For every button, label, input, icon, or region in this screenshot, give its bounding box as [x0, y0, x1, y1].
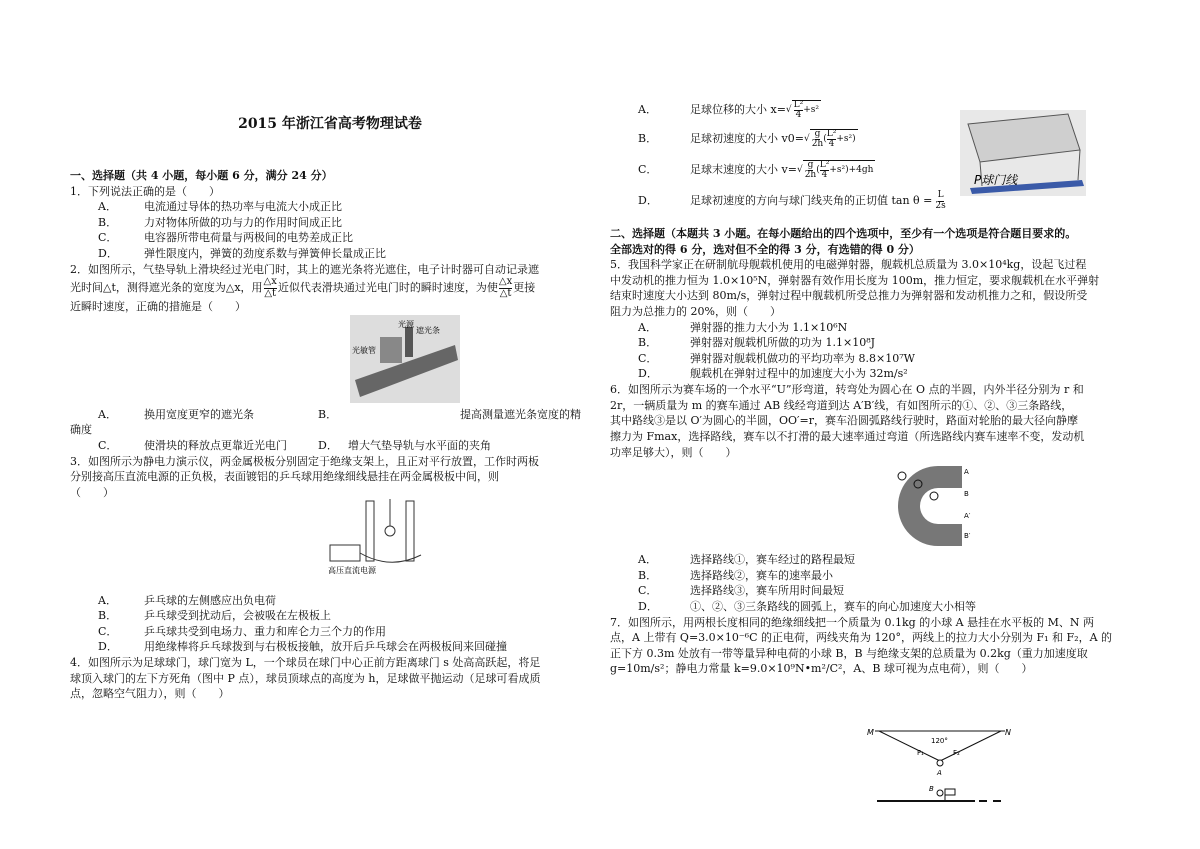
left-column: [70, 168, 590, 702]
q6-option-B: [610, 568, 1145, 584]
label-F2: F₂: [953, 749, 960, 757]
q2-figure: [70, 315, 590, 407]
label-hv-source: 高压直流电源: [328, 565, 376, 575]
option-key: C．: [638, 584, 658, 598]
q7-stem-line2: 点，A 上带有 Q=3.0×10⁻⁶C 的正电荷，两线夹角为 120°，两线上的拉力大小分别为 F₁ 和 F₂，A 的: [610, 631, 1113, 645]
formula-sqrt: √ L² 4 +s²: [785, 100, 820, 120]
label-M: M: [867, 728, 874, 737]
electrostatic-demo-figure: [326, 495, 436, 575]
q5-option-C: [610, 351, 1145, 367]
q4-stem-line2: 球顶入球门的左下方死角（图中 P 点），球员顶球点的高度为 h，足球做平抛运动（足球可看成质: [70, 671, 541, 685]
page-title: 2015 年浙江省高考物理试卷: [238, 116, 422, 132]
q6-option-C: [610, 583, 1145, 599]
option-key: A．: [98, 200, 117, 214]
option-key: C．: [98, 231, 118, 245]
q2-stem-line1: 2．如图所示，气垫导轨上滑块经过光电门时，其上的遮光条将光遮住，电子计时器可自动记录遮: [70, 262, 539, 276]
q4-option-C: C． 足球末速度的大小 v= √ g 2h ( L² 4 +s²)+4gh: [638, 160, 874, 180]
q2-options-row2: C． 使滑块的释放点更靠近光电门 D． 增大气垫导轨与水平面的夹角: [98, 439, 491, 453]
label-shading-strip: 遮光条: [416, 325, 440, 335]
u-track-figure: [882, 462, 972, 546]
q4-option-A: A． 足球位移的大小 x= √ L² 4 +s²: [638, 100, 820, 120]
q4-stem-line3: 点，忽略空气阻力），则（ ）: [70, 687, 230, 701]
svg-text:A′: A′: [964, 512, 971, 521]
q7-stem-line4: g=10m/s²；静电力常量 k=9.0×10⁹N•m²/C²，A、B 球可视为点电荷），则（ ）: [610, 662, 1033, 676]
option-key: D．: [98, 640, 118, 654]
formula-sqrt: √ g 2h ( L² 4 +s²)+4gh: [796, 160, 874, 180]
q1-option-D: [70, 246, 590, 262]
q3-options: [70, 593, 590, 655]
section-2-heading-line2: 全部选对的得 6 分，选对但不全的得 3 分，有选错的得 0 分）: [610, 242, 920, 256]
q6-option-D: [610, 599, 1145, 615]
fraction: △x △t: [263, 276, 277, 299]
formula-sqrt: √ g 2h ( L² 4 +s²): [803, 129, 856, 149]
fraction: △x △t: [498, 276, 513, 299]
q4-stem-line1: 4．如图所示为足球球门，球门宽为 L，一个球员在球门中心正前方距离球门 s 处高高跃起，将足: [70, 655, 541, 669]
label-photo-tube: 光敏管: [352, 345, 376, 355]
q6-stem-line1: 6．如图所示为赛车场的一个水平“U”形弯道，转弯处为圆心在 O 点的半圆，内外半径分别为 r 和: [610, 383, 1084, 397]
option-key: B．: [638, 568, 658, 582]
q1-option-B: [70, 215, 590, 231]
label-angle: 120°: [931, 737, 948, 745]
section-2-heading-line1: 二、选择题（本题共 3 小题。在每小题给出的四个选项中，至少有一个选项是符合题目要求的。: [610, 227, 1077, 240]
q2-options-row1: A． 换用宽度更窄的遮光条 B． 提高测量遮光条宽度的精: [98, 407, 581, 421]
q1-stem: 1．下列说法正确的是（ ）: [70, 184, 220, 198]
air-track-figure: [350, 315, 460, 403]
q5-options: [610, 320, 1145, 382]
q5-option-A: [610, 320, 1145, 336]
q7-stem-line1: 7．如图所示，用两根长度相同的绝缘细线把一个质量为 0.1kg 的小球 A 悬挂在水平板的 M、N 两: [610, 615, 1095, 629]
q3-option-B: [70, 608, 590, 624]
q7-stem: [610, 615, 1145, 677]
q5-stem-line4: 阻力为总推力的 20%，则（ ）: [610, 305, 781, 319]
option-key: C．: [98, 624, 118, 638]
option-text: 乒乓球共受到电场力、重力和库仑力三个力的作用: [144, 624, 386, 638]
option-text: 力对物体所做的功与力的作用时间成正比: [144, 215, 342, 229]
option-key: B．: [638, 336, 658, 350]
q6-stem-line4: 擦力为 Fmax，选择路线，赛车以不打滑的最大速率通过弯道（所选路线内赛车速率不变，发动机: [610, 429, 1085, 443]
label-light-source: 光源: [398, 319, 414, 329]
option-key: A．: [98, 593, 117, 607]
label-B: B: [929, 785, 934, 793]
option-key: B．: [98, 215, 118, 229]
option-text: ①、②、③三条路线的圆弧上，赛车的向心加速度大小相等: [690, 599, 976, 613]
q3-option-D: [70, 639, 590, 655]
label-F1: F₁: [917, 749, 924, 757]
svg-text:A: A: [964, 468, 969, 477]
q5-option-D: [610, 366, 1145, 382]
option-text: 乒乓球的左侧感应出负电荷: [144, 593, 276, 607]
q5-stem-line2: 中发动机的推力恒为 1.0×10⁵N，弹射器有效作用长度为 100m，推力恒定，要求舰载机在水平弹射: [610, 273, 1100, 287]
option-text: 用绝缘棒将乒乓球拨到与右极板接触，放开后乒乓球会在两极板间来回碰撞: [144, 640, 507, 654]
q3-stem-line1: 3．如图所示为静电力演示仪，两金属极板分别固定于绝缘支架上，且正对平行放置，工作时两板: [70, 454, 539, 468]
q3-figure: [70, 501, 590, 593]
option-key: C．: [638, 351, 658, 365]
option-text: 乒乓球受到扰动后，会被吸在左极板上: [144, 609, 331, 623]
option-key: A．: [638, 553, 657, 567]
q6-stem-line5: 功率足够大），则（ ）: [610, 445, 737, 459]
q1-option-C: [70, 230, 590, 246]
label-N: N: [1005, 728, 1011, 737]
option-key: A．: [638, 320, 657, 334]
q2-stem-line2: 光时间△t，测得遮光条的宽度为△x，用 △x △t 近似代表滑块通过光电门时的瞬时速度，为使 △x △t 更接: [70, 276, 536, 299]
q2-stem-line3: 近瞬时速度，正确的措施是（ ）: [70, 300, 246, 314]
section-1-heading: 一、选择题（共 4 小题，每小题 6 分，满分 24 分）: [70, 169, 333, 182]
q6-stem: [610, 382, 1145, 460]
q3-option-C: [70, 624, 590, 640]
q6-figure: [610, 460, 1145, 552]
q5-stem: [610, 257, 1145, 319]
q2-optB-cont: 确度: [70, 423, 92, 437]
right-column: [610, 96, 1145, 793]
q6-stem-line3: 其中路线③是以 O′为圆心的半圆，OO′=r，赛车沿圆弧路线行驶时，路面对轮胎的最大径向静摩: [610, 414, 1079, 428]
formula-fraction: $\frac{L}{2s}$: [935, 190, 946, 211]
option-text: 选择路线①，赛车经过的路程最短: [690, 553, 855, 567]
option-text: 弹射器对舰载机做功的平均功率为 8.8×10⁷W: [690, 351, 915, 365]
q5-option-B: [610, 335, 1145, 351]
q6-options: [610, 552, 1145, 614]
q5-stem-line3: 结束时速度大小达到 80m/s，弹射过程中舰载机所受总推力为弹射器和发动机推力之和，假设所受: [610, 289, 1088, 303]
option-text: 电容器所带电荷量与两极间的电势差成正比: [144, 231, 353, 245]
option-key: B．: [98, 609, 118, 623]
option-key: D．: [638, 599, 658, 613]
option-text: 选择路线③，赛车所用时间最短: [690, 584, 844, 598]
option-text: 弹射器对舰载机所做的功为 1.1×10⁸J: [690, 336, 876, 350]
goal-figure: [960, 110, 1086, 196]
option-text: 选择路线②，赛车的速率最小: [690, 568, 833, 582]
q6-stem-line2: 2r，一辆质量为 m 的赛车通过 AB 线经弯道到达 A′B′线，有如图所示的①、②、③三条路线，: [610, 398, 1073, 412]
q3-stem-line3: （ ）: [70, 485, 114, 499]
option-text: 弹射器的推力大小为 1.1×10⁶N: [690, 320, 848, 334]
q5-stem-line1: 5．我国科学家正在研制航母舰载机使用的电磁弹射器，舰载机总质量为 3.0×10⁴kg，设起飞过程: [610, 258, 1087, 272]
svg-text:B′: B′: [964, 532, 971, 541]
q1-options: [70, 199, 590, 261]
option-key: D．: [638, 367, 658, 381]
q7-stem-line3: 正下方 0.3m 处放有一带等量异种电荷的小球 B，B 与绝缘支架的总质量为 0.2kg（重力加速度取: [610, 646, 1088, 660]
label-goal-line: P球门线: [974, 173, 1018, 187]
option-text: 舰载机在弹射过程中的加速度大小为 32m/s²: [690, 367, 908, 381]
svg-text:B: B: [964, 490, 969, 499]
hanging-ball-figure: [865, 723, 1015, 823]
label-A: A: [937, 769, 942, 777]
q4-option-D: D． 足球初速度的方向与球门线夹角的正切值 tan θ = $\frac{L}{2s}$: [638, 190, 946, 211]
q6-option-A: [610, 552, 1145, 568]
q3-option-A: [70, 593, 590, 609]
q1-option-A: [70, 199, 590, 215]
option-text: 电流通过导体的热功率与电流大小成正比: [144, 200, 342, 214]
option-key: D．: [98, 247, 118, 261]
option-text: 弹性限度内，弹簧的劲度系数与弹簧伸长量成正比: [144, 247, 386, 261]
q4-option-B: B． 足球初速度的大小 v0= √ g 2h ( L² 4 +s²): [638, 129, 856, 149]
q3-stem-line2: 分别接高压直流电源的正负极，表面镀铝的乒乓球用绝缘细线悬挂在两金属极板中间，则: [70, 470, 499, 484]
